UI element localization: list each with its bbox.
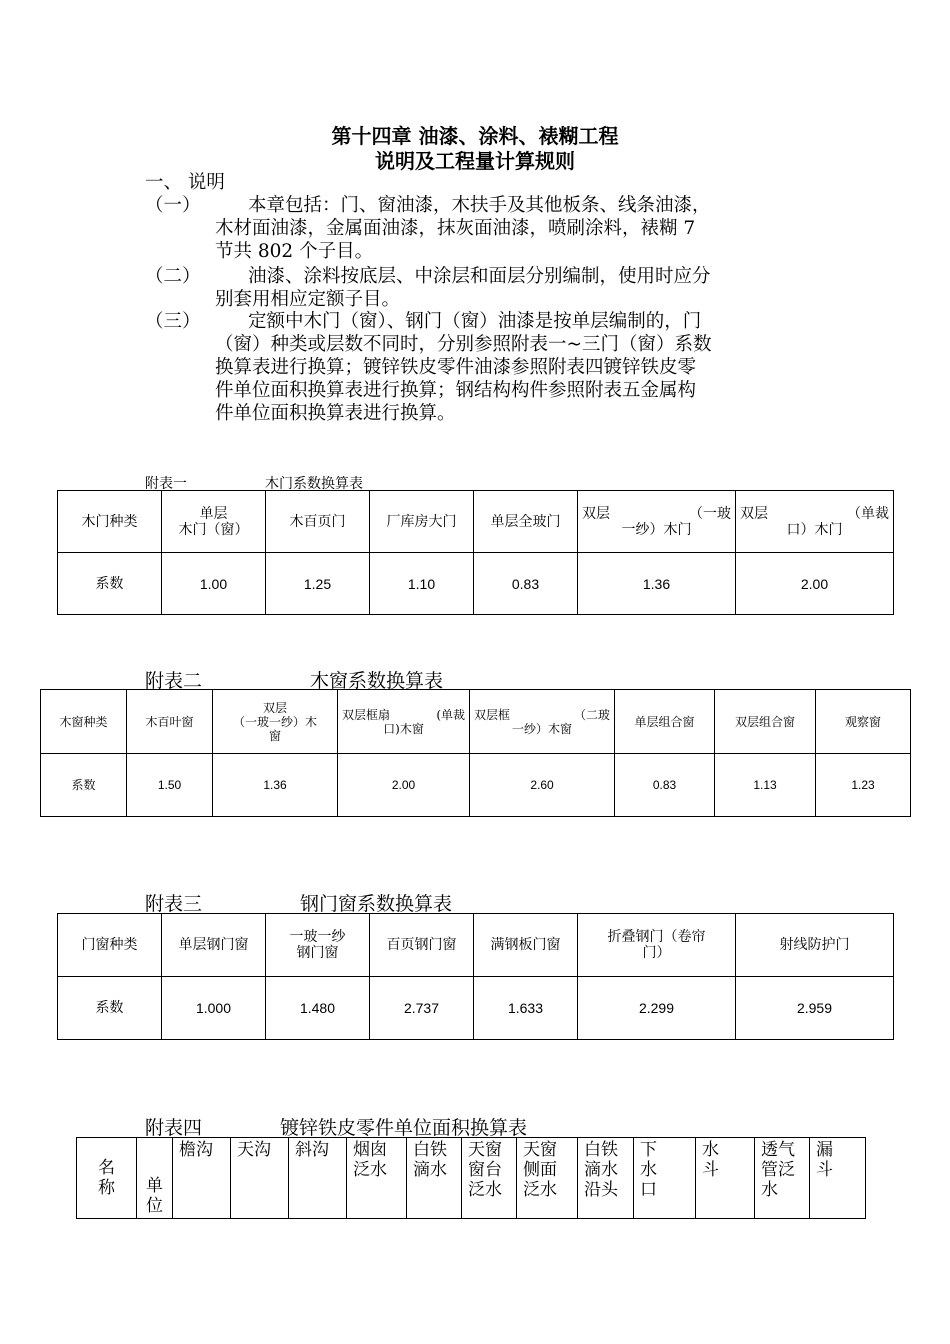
- paragraph-line: 件单位面积换算表进行换算；钢结构构件参照附表五金属构: [215, 380, 697, 401]
- header-cell: 木百叶窗: [127, 690, 213, 754]
- table-header-row: [77, 1138, 866, 1219]
- value-cell: 2.60: [470, 754, 615, 817]
- paragraph-line: 油漆、涂料按底层、中涂层和面层分别编制，使用时应分: [248, 266, 711, 287]
- header-cell: 双层框 （二玻 一纱）木窗: [470, 690, 615, 754]
- wood-door-table: [57, 490, 894, 615]
- value-cell: 0.83: [474, 553, 578, 615]
- table4-caption-number: 附表四: [145, 1117, 203, 1139]
- table-header-row: [58, 914, 894, 977]
- table2-caption-number: 附表二: [145, 670, 203, 692]
- header-cell: 射线防护门: [736, 914, 894, 977]
- value-cell: 2.00: [736, 553, 894, 615]
- header-cell: 双层 （单裁 口）木门: [736, 491, 894, 553]
- value-cell: 1.25: [266, 553, 370, 615]
- value-cell: 1.50: [127, 754, 213, 817]
- header-cell: 观察窗: [816, 690, 911, 754]
- header-cell: 门窗种类: [58, 914, 162, 977]
- value-cell: 1.633: [474, 977, 578, 1040]
- value-cell: 1.000: [162, 977, 266, 1040]
- galvanized-parts-table: [76, 1137, 866, 1219]
- table-row: [58, 977, 894, 1040]
- header-cell: 单层全玻门: [474, 491, 578, 553]
- value-cell: 1.36: [213, 754, 338, 817]
- paragraph-line: 节共 802 个子目。: [215, 241, 374, 262]
- header-cell: 下 水 口: [634, 1138, 696, 1219]
- header-cell: 一玻一纱 钢门窗: [266, 914, 370, 977]
- paragraph-line: （窗）种类或层数不同时，分别参照附表一~三门（窗）系数: [215, 334, 712, 355]
- name-label-cell: 名 称: [77, 1138, 137, 1219]
- paragraph-line: 别套用相应定额子目。: [215, 289, 401, 310]
- value-cell: 2.00: [338, 754, 470, 817]
- header-cell: 单层组合窗: [615, 690, 715, 754]
- paragraph-line: 换算表进行换算；镀锌铁皮零件油漆参照附表四镀锌铁皮零: [215, 357, 697, 378]
- header-cell: 双层框扇 (单裁 口)木窗: [338, 690, 470, 754]
- section-heading: 一、 说明: [145, 172, 225, 193]
- header-cell: 水 斗: [696, 1138, 755, 1219]
- steel-door-window-table: [57, 913, 894, 1040]
- value-cell: 2.959: [736, 977, 894, 1040]
- paragraph-2: [145, 265, 810, 311]
- table3-caption-number: 附表三: [145, 893, 203, 915]
- value-cell: 1.13: [715, 754, 816, 817]
- header-cell: 百页钢门窗: [370, 914, 474, 977]
- table3-caption-title: 钢门窗系数换算表: [300, 893, 453, 915]
- paragraph-line: 木材面油漆，金属面油漆，抹灰面油漆，喷刷涂料，裱糊 7: [215, 218, 696, 239]
- paragraph-number: （三）: [145, 311, 201, 332]
- header-cell: 天沟: [231, 1138, 289, 1219]
- page-title: 第十四章 油漆、涂料、裱糊工程: [331, 124, 619, 148]
- table1-caption-number: 附表一: [145, 476, 187, 492]
- header-cell: 单层 木门（窗）: [162, 491, 266, 553]
- table2-caption-title: 木窗系数换算表: [310, 670, 444, 692]
- row-label-cell: 系数: [41, 754, 127, 817]
- header-cell: 天窗 窗台 泛水: [462, 1138, 517, 1219]
- value-cell: 1.00: [162, 553, 266, 615]
- paragraph-number: （二）: [145, 266, 201, 287]
- header-cell: 烟囱 泛水: [347, 1138, 407, 1219]
- table-row: [58, 553, 894, 615]
- paragraph-line: 本章包括：门、窗油漆，木扶手及其他板条、线条油漆，: [248, 195, 711, 216]
- value-cell: 1.23: [816, 754, 911, 817]
- header-cell: 折叠钢门（卷帘 门）: [578, 914, 736, 977]
- row-label-cell: 系数: [58, 977, 162, 1040]
- value-cell: 0.83: [615, 754, 715, 817]
- header-cell: 漏 斗: [810, 1138, 866, 1219]
- value-cell: 1.36: [578, 553, 736, 615]
- value-cell: 2.299: [578, 977, 736, 1040]
- header-cell: 白铁 滴水: [407, 1138, 462, 1219]
- table-row: [41, 754, 911, 817]
- paragraph-line: 定额中木门（窗）、钢门（窗）油漆是按单层编制的，门: [248, 311, 702, 332]
- paragraph-number: （一）: [145, 195, 201, 216]
- paragraph-3: [145, 310, 810, 425]
- header-cell: 单层钢门窗: [162, 914, 266, 977]
- header-cell: 双层 （一玻一纱）木 窗: [213, 690, 338, 754]
- header-cell: 天窗 侧面 泛水: [517, 1138, 578, 1219]
- paragraph-line: 件单位面积换算表进行换算。: [215, 403, 456, 424]
- table1-caption-title: 木门系数换算表: [265, 476, 363, 492]
- value-cell: 1.10: [370, 553, 474, 615]
- header-cell: 斜沟: [289, 1138, 347, 1219]
- header-cell: 木门种类: [58, 491, 162, 553]
- header-cell: 木百页门: [266, 491, 370, 553]
- row-label-cell: 系数: [58, 553, 162, 615]
- header-cell: 双层 （一玻 一纱）木门: [578, 491, 736, 553]
- unit-label-cell: 单 位: [137, 1138, 173, 1219]
- header-cell: 满钢板门窗: [474, 914, 578, 977]
- table4-caption-title: 镀锌铁皮零件单位面积换算表: [280, 1117, 528, 1139]
- paragraph-1: [145, 194, 810, 263]
- header-cell: 木窗种类: [41, 690, 127, 754]
- wood-window-table: [40, 689, 911, 817]
- value-cell: 1.480: [266, 977, 370, 1040]
- value-cell: 2.737: [370, 977, 474, 1040]
- header-cell: 檐沟: [173, 1138, 231, 1219]
- header-cell: 透气 管泛 水: [755, 1138, 810, 1219]
- table-header-row: [58, 491, 894, 553]
- page-subtitle: 说明及工程量计算规则: [375, 149, 575, 173]
- table-header-row: [41, 690, 911, 754]
- header-cell: 厂库房大门: [370, 491, 474, 553]
- header-cell: 双层组合窗: [715, 690, 816, 754]
- header-cell: 白铁 滴水 沿头: [578, 1138, 634, 1219]
